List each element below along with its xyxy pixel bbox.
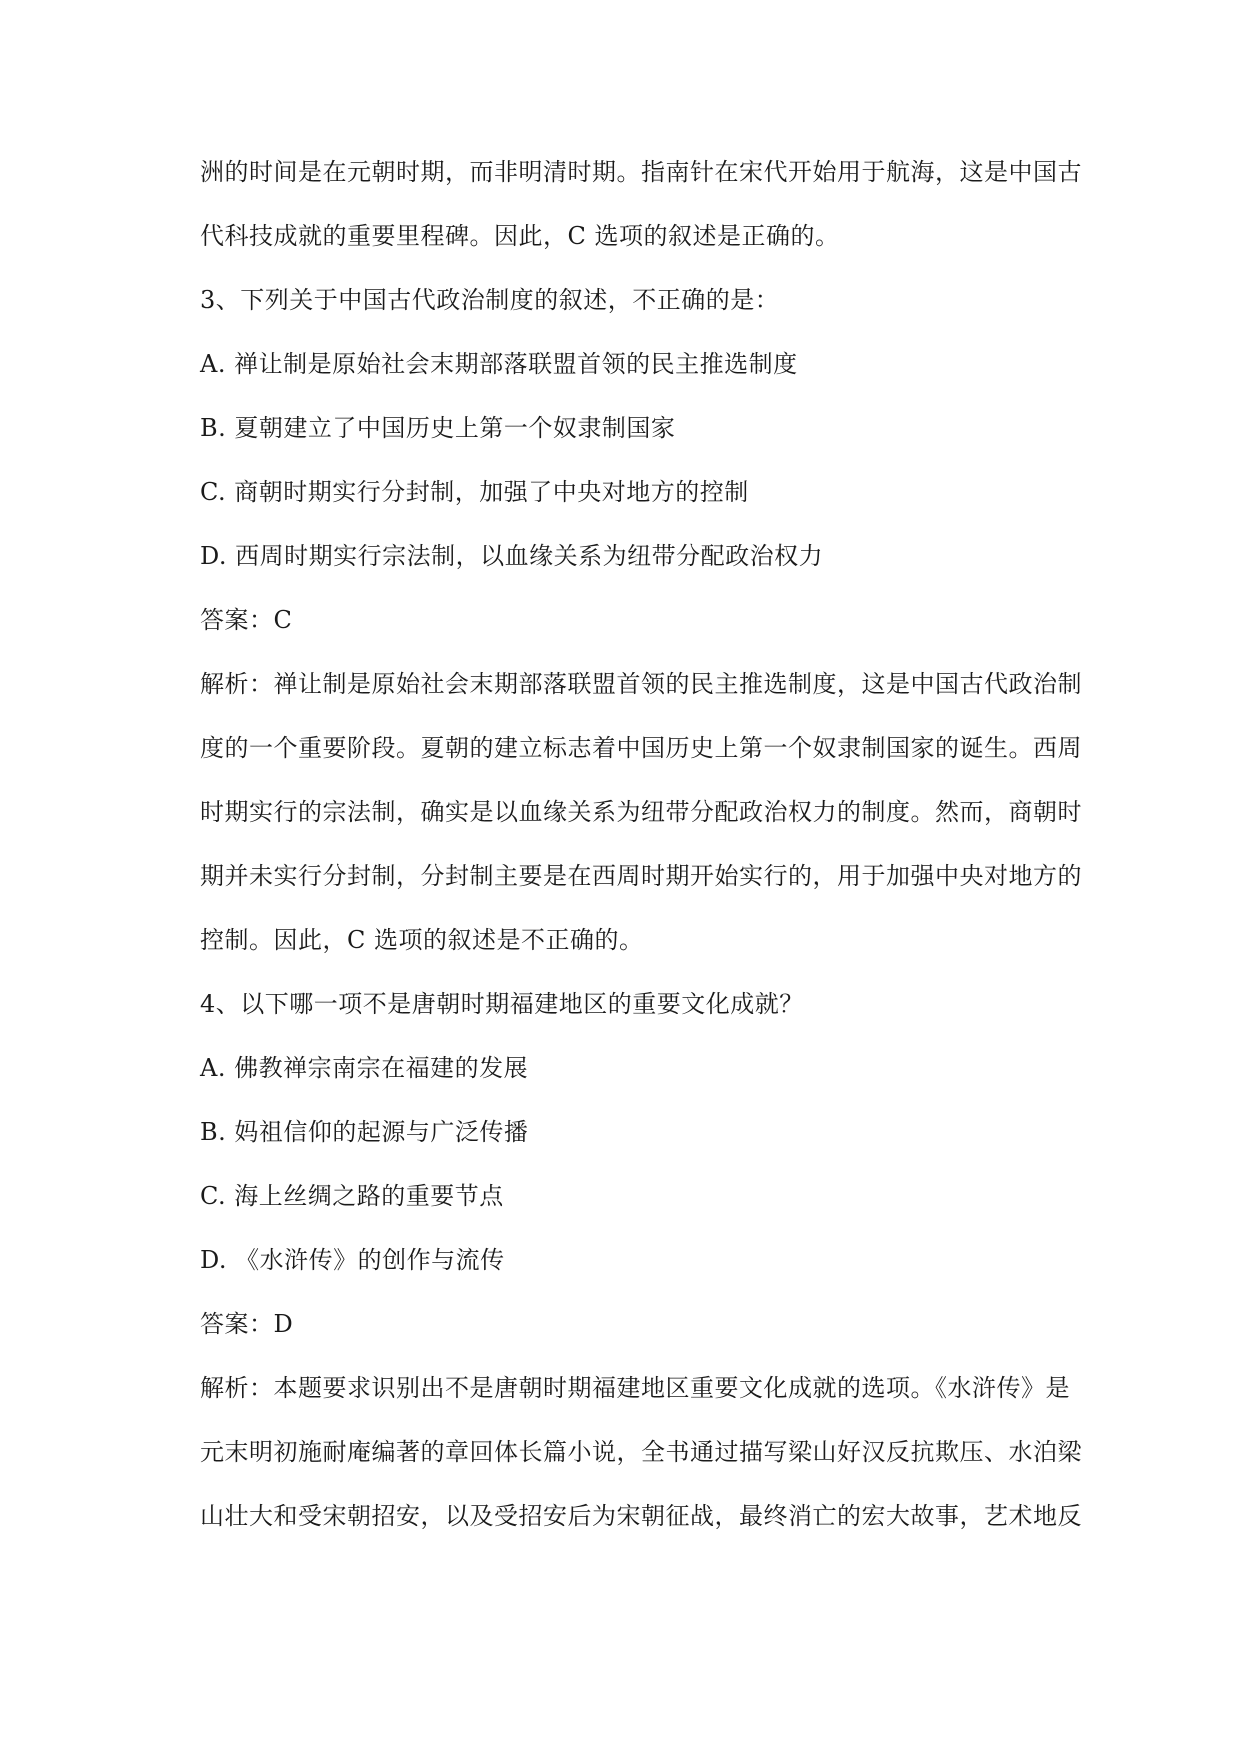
option-d: D. 西周时期实行宗法制，以血缘关系为纽带分配政治权力 [200,542,824,570]
question-stem: 3、下列关于中国古代政治制度的叙述，不正确的是： [200,286,780,314]
text-line: 解析：本题要求识别出不是唐朝时期福建地区重要文化成就的选项。《水浒传》是 [200,1374,1070,1402]
answer: 答案：D [200,1310,294,1338]
text-line: 代科技成就的重要里程碑。因此，C 选项的叙述是正确的。 [200,222,840,250]
text-line: 山壮大和受宋朝招安，以及受招安后为宋朝征战，最终消亡的宏大故事，艺术地反 [200,1502,1082,1530]
analysis-paragraph [200,1356,1085,1548]
text-line: 元末明初施耐庵编著的章回体长篇小说，全书通过描写梁山好汉反抗欺压、水泊梁 [200,1438,1082,1466]
carryover-paragraph [200,140,1085,268]
text-line: 度的一个重要阶段。夏朝的建立标志着中国历史上第一个奴隶制国家的诞生。西周 [200,734,1082,762]
option-c: C. 商朝时期实行分封制，加强了中央对地方的控制 [200,478,749,506]
analysis-paragraph [200,652,1085,972]
option-b: B. 夏朝建立了中国历史上第一个奴隶制国家 [200,414,676,442]
option-c: C. 海上丝绸之路的重要节点 [200,1182,504,1210]
option-a: A. 佛教禅宗南宗在福建的发展 [200,1054,529,1082]
question-3 [200,268,1085,972]
question-stem: 4、以下哪一项不是唐朝时期福建地区的重要文化成就？ [200,990,804,1018]
option-d: D. 《水浒传》的创作与流传 [200,1246,505,1274]
text-line: 时期实行的宗法制，确实是以血缘关系为纽带分配政治权力的制度。然而，商朝时 [200,798,1082,826]
text-line: 期并未实行分封制，分封制主要是在西周时期开始实行的，用于加强中央对地方的 [200,862,1082,890]
text-line: 控制。因此，C 选项的叙述是不正确的。 [200,926,644,954]
option-a: A. 禅让制是原始社会末期部落联盟首领的民主推选制度 [200,350,798,378]
text-line: 洲的时间是在元朝时期，而非明清时期。指南针在宋代开始用于航海，这是中国古 [200,158,1082,186]
answer: 答案：C [200,606,293,634]
question-4 [200,972,1085,1548]
option-b: B. 妈祖信仰的起源与广泛传播 [200,1118,529,1146]
text-line: 解析：禅让制是原始社会末期部落联盟首领的民主推选制度，这是中国古代政治制 [200,670,1082,698]
document-page [200,140,1085,1548]
